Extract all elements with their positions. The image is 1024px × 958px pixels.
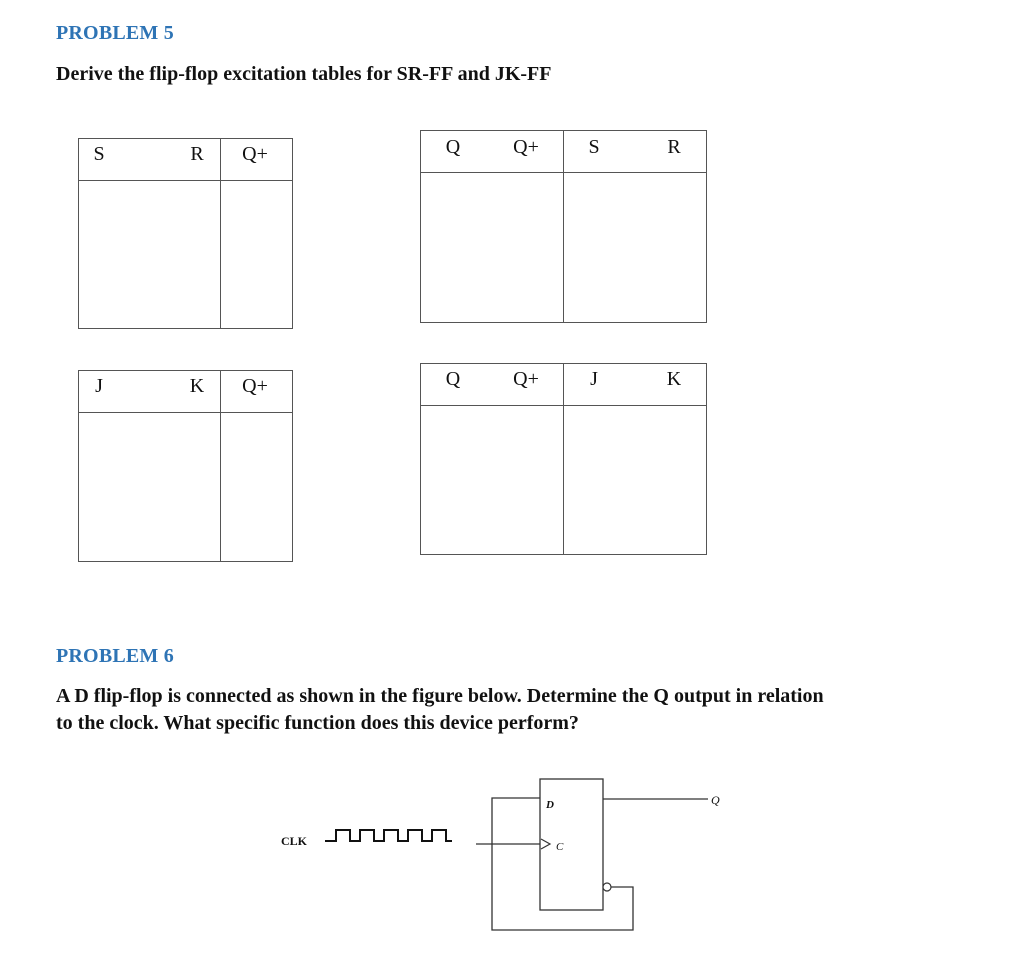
sr-exc-header-qplus: Q+ [513, 136, 539, 158]
sr-characteristic-table [78, 138, 293, 329]
q-bar-bubble [603, 883, 611, 891]
sr-exc-header-r: R [667, 136, 681, 158]
sr-exc-header-q: Q [445, 136, 461, 158]
jk-exc-header-k: K [666, 368, 682, 390]
q-output-label: Q [711, 793, 720, 807]
clock-input-label: C [556, 841, 564, 853]
d-flip-flop-figure [0, 760, 1024, 950]
jk-characteristic-table [78, 370, 293, 562]
sr-char-header-r: R [190, 143, 204, 165]
jk-exc-header-q: Q [445, 368, 461, 390]
d-input-label: D [546, 799, 554, 811]
clock-input-triangle [541, 839, 550, 849]
jk-char-header-j: J [95, 375, 103, 397]
problem5-prompt: Derive the flip-flop excitation tables for SR-FF and JK-FF [56, 63, 552, 85]
jk-char-header-qplus: Q+ [242, 375, 268, 397]
jk-exc-header-j: J [590, 368, 598, 390]
jk-excitation-table [420, 363, 707, 555]
problem6-heading: PROBLEM 6 [56, 645, 174, 667]
sr-excitation-table [420, 130, 707, 323]
jk-char-header-k: K [189, 375, 205, 397]
problem6-prompt-line2: to the clock. What specific function does this device perform? [56, 712, 579, 734]
clk-label: CLK [281, 834, 308, 848]
clock-waveform [325, 830, 452, 841]
problem6-prompt-line1: A D flip-flop is connected as shown in the figure below. Determine the Q output in relation [56, 685, 824, 707]
sr-char-header-qplus: Q+ [242, 143, 268, 165]
jk-exc-header-qplus: Q+ [513, 368, 539, 390]
problem5-heading: PROBLEM 5 [56, 22, 174, 44]
sr-exc-header-s: S [588, 136, 600, 158]
sr-char-header-s: S [93, 143, 105, 165]
